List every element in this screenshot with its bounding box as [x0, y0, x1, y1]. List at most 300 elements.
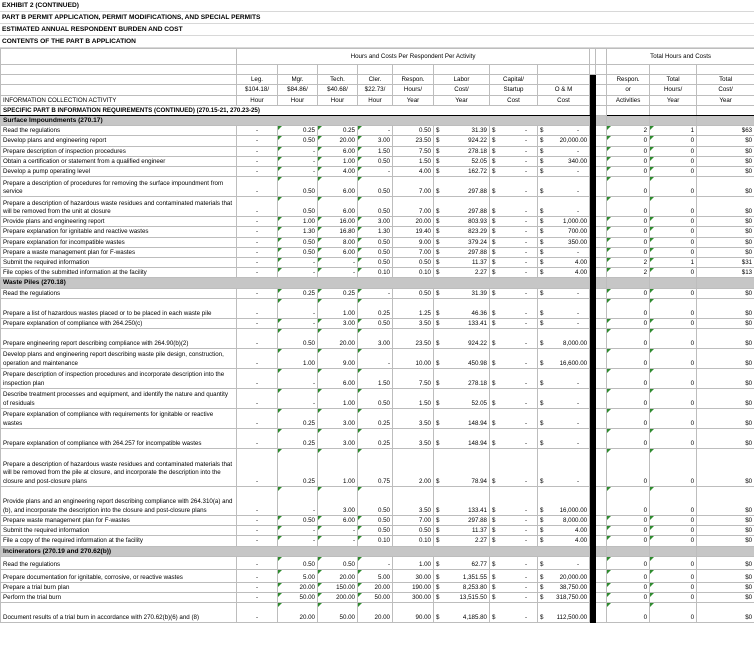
clerical-hours: 0.50 [358, 258, 393, 268]
respondents: 0 [607, 318, 650, 328]
labor-cost: $ 162.72 [434, 167, 490, 177]
manager-hours: 0.25 [278, 429, 318, 449]
labor-cost: $ 133.41 [434, 318, 490, 328]
table-row [1, 268, 754, 278]
legal-hours: - [237, 409, 278, 429]
om-cost: $ - [538, 318, 590, 328]
respondents: 2 [607, 268, 650, 278]
section-title: Surface Impoundments (270.17) [1, 116, 590, 126]
legal-hours: - [237, 136, 278, 146]
total-hours: 0 [650, 487, 697, 516]
clerical-hours: 0.50 [358, 177, 393, 197]
blank-cell [607, 65, 650, 75]
total-cost: $0 [697, 593, 754, 603]
contents-title: CONTENTS OF THE PART B APPLICATION [0, 36, 754, 48]
respondents: 0 [607, 136, 650, 146]
manager-hours: 0.25 [278, 409, 318, 429]
technical-hours: 6.00 [318, 247, 358, 257]
respondents: 0 [607, 369, 650, 389]
total-hours: 0 [650, 409, 697, 429]
labor-cost: $ 379.24 [434, 237, 490, 247]
table-row [1, 237, 754, 247]
legal-hours: - [237, 298, 278, 318]
spacer-cell [596, 227, 607, 237]
clerical-hours: 0.50 [358, 487, 393, 516]
clerical-hours: 1.50 [358, 369, 393, 389]
capital-cost: $ - [490, 146, 538, 156]
section-header-row [1, 546, 754, 556]
table-row [1, 146, 754, 156]
column-header: Year [434, 95, 490, 105]
manager-hours: 0.50 [278, 556, 318, 569]
total-cost: $0 [697, 318, 754, 328]
manager-hours: - [278, 146, 318, 156]
total-cost: $0 [697, 556, 754, 569]
spacer-cell [596, 603, 607, 623]
respondent-hours: 0.10 [393, 536, 434, 546]
blank-cell [607, 546, 650, 556]
total-hours: 0 [650, 369, 697, 389]
blank-cell [650, 116, 697, 126]
technical-hours: 6.00 [318, 177, 358, 197]
total-cost: $0 [697, 288, 754, 298]
blank-cell [697, 105, 754, 115]
respondents: 0 [607, 449, 650, 487]
spacer-cell [596, 95, 607, 105]
section-header-row [1, 278, 754, 288]
total-hours: 0 [650, 582, 697, 592]
capital-cost: $ - [490, 177, 538, 197]
clerical-hours: 3.00 [358, 329, 393, 349]
clerical-hours: 1.50 [358, 146, 393, 156]
total-cost: $0 [697, 167, 754, 177]
respondents: 0 [607, 593, 650, 603]
respondent-hours: 0.10 [393, 268, 434, 278]
clerical-hours: 0.50 [358, 318, 393, 328]
total-hours: 0 [650, 516, 697, 526]
total-hours: 0 [650, 268, 697, 278]
legal-hours: - [237, 318, 278, 328]
labor-cost: $ 148.94 [434, 429, 490, 449]
activity-description: Prepare waste management plan for F-wastes [1, 516, 237, 526]
column-header: Capital/ [490, 75, 538, 85]
column-header: Cost [538, 95, 590, 105]
legal-hours: - [237, 429, 278, 449]
capital-cost: $ - [490, 582, 538, 592]
capital-cost: $ - [490, 227, 538, 237]
respondent-hours: 30.00 [393, 569, 434, 582]
labor-cost: $ 52.05 [434, 156, 490, 166]
om-cost: $ 4.00 [538, 526, 590, 536]
om-cost: $ 350.00 [538, 237, 590, 247]
total-hours: 0 [650, 526, 697, 536]
respondents: 0 [607, 603, 650, 623]
total-hours: 0 [650, 177, 697, 197]
respondent-hours: 7.00 [393, 247, 434, 257]
table-row [1, 227, 754, 237]
technical-hours: 16.00 [318, 217, 358, 227]
capital-cost: $ - [490, 536, 538, 546]
spacer-cell [596, 177, 607, 197]
activity-description: Prepare explanation of compliance with 264.257 for incompatible wastes [1, 429, 237, 449]
total-cost: $31 [697, 258, 754, 268]
table-row [1, 197, 754, 217]
total-cost: $0 [697, 217, 754, 227]
total-hours: 0 [650, 197, 697, 217]
capital-cost: $ - [490, 156, 538, 166]
legal-hours: - [237, 516, 278, 526]
respondent-hours: 7.00 [393, 516, 434, 526]
column-header: Activities [607, 95, 650, 105]
technical-hours: 1.00 [318, 389, 358, 409]
total-hours: 1 [650, 126, 697, 136]
respondent-hours: 1.50 [393, 389, 434, 409]
activity-description: Provide plans and an engineering report describing compliance with 264.310(a) and (b), and incorporate the description into the closure and post-closure plans [1, 487, 237, 516]
activity-description: File copies of the submitted information at the facility [1, 268, 237, 278]
technical-hours: 6.00 [318, 369, 358, 389]
respondents: 0 [607, 227, 650, 237]
technical-hours: 9.00 [318, 349, 358, 369]
burden-table [0, 48, 754, 623]
column-header: or [607, 85, 650, 95]
technical-hours: 20.00 [318, 329, 358, 349]
activity-description: Prepare description of inspection procedures [1, 146, 237, 156]
respondents: 2 [607, 126, 650, 136]
capital-cost: $ - [490, 429, 538, 449]
respondent-hours: 90.00 [393, 603, 434, 623]
table-row [1, 167, 754, 177]
capital-cost: $ - [490, 217, 538, 227]
activity-description: Describe treatment processes and equipment, and identify the nature and quantity of residuals [1, 389, 237, 409]
respondent-hours: 7.00 [393, 197, 434, 217]
legal-hours: - [237, 167, 278, 177]
total-hours: 0 [650, 217, 697, 227]
spacer-cell [596, 136, 607, 146]
om-cost: $ - [538, 369, 590, 389]
column-header: Total [697, 75, 754, 85]
table-row [1, 556, 754, 569]
technical-hours: 50.00 [318, 603, 358, 623]
manager-hours: - [278, 318, 318, 328]
table-row [1, 449, 754, 487]
clerical-hours: 20.00 [358, 603, 393, 623]
labor-cost: $ 924.22 [434, 329, 490, 349]
exhibit-subtitle: PART B PERMIT APPLICATION, PERMIT MODIFICATIONS, AND SPECIAL PERMITS [0, 12, 754, 24]
activity-description: Develop plans and engineering report [1, 136, 237, 146]
labor-cost: $ 31.39 [434, 288, 490, 298]
blank-cell [697, 65, 754, 75]
blank-cell [607, 105, 650, 115]
spacer-cell [596, 85, 607, 95]
labor-cost: $ 4,185.80 [434, 603, 490, 623]
legal-hours: - [237, 369, 278, 389]
om-cost: $ 318,750.00 [538, 593, 590, 603]
respondents: 0 [607, 409, 650, 429]
labor-cost: $ 148.94 [434, 409, 490, 429]
blank-cell [490, 65, 538, 75]
manager-hours: 1.00 [278, 217, 318, 227]
legal-hours: - [237, 526, 278, 536]
blank-cell [538, 65, 590, 75]
total-hours: 1 [650, 258, 697, 268]
respondent-hours: 2.00 [393, 449, 434, 487]
total-cost: $0 [697, 526, 754, 536]
section-title: Waste Piles (270.18) [1, 278, 590, 288]
table-row [1, 389, 754, 409]
respondent-hours: 7.50 [393, 146, 434, 156]
respondents: 0 [607, 197, 650, 217]
column-header: $22.73/ [358, 85, 393, 95]
legal-hours: - [237, 177, 278, 197]
column-header: Hour [278, 95, 318, 105]
total-cost: $63 [697, 126, 754, 136]
respondents: 0 [607, 516, 650, 526]
activity-description: Submit the required information [1, 258, 237, 268]
activity-description: Submit the required information [1, 526, 237, 536]
clerical-hours: 0.50 [358, 156, 393, 166]
legal-hours: - [237, 389, 278, 409]
legal-hours: - [237, 288, 278, 298]
total-header: Total Hours and Costs [607, 49, 754, 65]
blank-cell [607, 116, 650, 126]
labor-cost: $ 924.22 [434, 136, 490, 146]
blank-cell [1, 49, 237, 65]
om-cost: $ 112,500.00 [538, 603, 590, 623]
respondent-hours: 3.50 [393, 409, 434, 429]
clerical-hours: 0.25 [358, 298, 393, 318]
technical-hours: 3.00 [318, 487, 358, 516]
total-cost: $0 [697, 487, 754, 516]
activity-description: Develop plans and engineering report describing waste pile design, construction, operation and maintenance [1, 349, 237, 369]
labor-cost: $ 297.88 [434, 177, 490, 197]
spacer-cell [596, 237, 607, 247]
manager-hours: 0.50 [278, 177, 318, 197]
technical-hours: 0.25 [318, 288, 358, 298]
respondent-hours: 20.00 [393, 217, 434, 227]
respondent-hours: 3.50 [393, 487, 434, 516]
activity-description: Prepare explanation of compliance with requirements for ignitable or reactive wastes [1, 409, 237, 429]
table-row [1, 349, 754, 369]
spacer-cell [596, 247, 607, 257]
capital-cost: $ - [490, 516, 538, 526]
spacer-cell [596, 217, 607, 227]
activity-description: Prepare description of inspection procedures and incorporate description into the inspection plan [1, 369, 237, 389]
column-header-row [1, 95, 754, 105]
total-cost: $13 [697, 268, 754, 278]
capital-cost: $ - [490, 126, 538, 136]
total-hours: 0 [650, 318, 697, 328]
per-respondent-header: Hours and Costs Per Respondent Per Activity [237, 49, 590, 65]
spacer-cell [596, 116, 607, 126]
manager-hours: - [278, 268, 318, 278]
spacer-cell [596, 105, 607, 115]
om-cost: $ 8,000.00 [538, 329, 590, 349]
total-hours: 0 [650, 146, 697, 156]
respondent-hours: 1.50 [393, 156, 434, 166]
respondent-hours: 4.00 [393, 167, 434, 177]
labor-cost: $ 278.18 [434, 369, 490, 389]
respondent-hours: 0.50 [393, 126, 434, 136]
total-hours: 0 [650, 136, 697, 146]
manager-hours: - [278, 369, 318, 389]
labor-cost: $ 297.88 [434, 516, 490, 526]
manager-hours: - [278, 156, 318, 166]
column-header: Respon. [393, 75, 434, 85]
table-row [1, 329, 754, 349]
clerical-hours: 0.50 [358, 237, 393, 247]
respondents: 0 [607, 526, 650, 536]
column-header [538, 75, 590, 85]
spacer-cell [596, 349, 607, 369]
legal-hours: - [237, 329, 278, 349]
manager-hours: 5.00 [278, 569, 318, 582]
om-cost: $ - [538, 298, 590, 318]
legal-hours: - [237, 593, 278, 603]
column-header: Mgr. [278, 75, 318, 85]
column-header: Labor [434, 75, 490, 85]
respondent-hours: 3.50 [393, 318, 434, 328]
section-title: Incinerators (270.19 and 270.62(b)) [1, 546, 590, 556]
om-cost: $ - [538, 197, 590, 217]
clerical-hours: - [358, 167, 393, 177]
table-row [1, 318, 754, 328]
om-cost: $ 8,000.00 [538, 516, 590, 526]
labor-cost: $ 46.36 [434, 298, 490, 318]
respondent-hours: 190.00 [393, 582, 434, 592]
column-header: Hour [237, 95, 278, 105]
activity-description: Document results of a trial burn in accordance with 270.62(b)(6) and (8) [1, 603, 237, 623]
capital-cost: $ - [490, 526, 538, 536]
activity-description: Read the regulations [1, 556, 237, 569]
om-cost: $ 16,000.00 [538, 487, 590, 516]
legal-hours: - [237, 536, 278, 546]
respondents: 0 [607, 569, 650, 582]
spacer-cell [596, 288, 607, 298]
spacer-cell [596, 546, 607, 556]
activity-description: Prepare a waste management plan for F-wastes [1, 247, 237, 257]
om-cost: $ - [538, 126, 590, 136]
column-header: Year [650, 95, 697, 105]
respondents: 0 [607, 167, 650, 177]
labor-cost: $ 11.37 [434, 258, 490, 268]
table-row [1, 603, 754, 623]
table-row [1, 369, 754, 389]
total-cost: $0 [697, 409, 754, 429]
table-row [1, 298, 754, 318]
om-cost: $ 20,000.00 [538, 136, 590, 146]
capital-cost: $ - [490, 487, 538, 516]
legal-hours: - [237, 197, 278, 217]
spacer-cell [596, 329, 607, 349]
technical-hours: 6.00 [318, 146, 358, 156]
legal-hours: - [237, 556, 278, 569]
activity-description: Develop a pump operating level [1, 167, 237, 177]
manager-hours: 0.25 [278, 288, 318, 298]
legal-hours: - [237, 258, 278, 268]
capital-cost: $ - [490, 298, 538, 318]
respondent-hours: 23.50 [393, 329, 434, 349]
blank-cell [318, 65, 358, 75]
total-cost: $0 [697, 536, 754, 546]
respondents: 0 [607, 156, 650, 166]
legal-hours: - [237, 156, 278, 166]
respondent-hours: 23.50 [393, 136, 434, 146]
spacer-cell [596, 429, 607, 449]
labor-cost: $ 52.05 [434, 389, 490, 409]
total-hours: 0 [650, 329, 697, 349]
manager-hours: 0.25 [278, 449, 318, 487]
blank-cell [697, 546, 754, 556]
labor-cost: $ 133.41 [434, 487, 490, 516]
om-cost: $ - [538, 167, 590, 177]
total-hours: 0 [650, 167, 697, 177]
column-header: $40.68/ [318, 85, 358, 95]
manager-hours: 0.50 [278, 136, 318, 146]
table-row [1, 593, 754, 603]
total-hours: 0 [650, 603, 697, 623]
respondent-hours: 19.40 [393, 227, 434, 237]
activity-description: Prepare explanation for incompatible wastes [1, 237, 237, 247]
burden-title: ESTIMATED ANNUAL RESPONDENT BURDEN AND COST [0, 24, 754, 36]
respondents: 2 [607, 258, 650, 268]
column-header: $84.86/ [278, 85, 318, 95]
table-row [1, 258, 754, 268]
table-row [1, 582, 754, 592]
total-cost: $0 [697, 237, 754, 247]
manager-hours: - [278, 536, 318, 546]
blank-cell [697, 116, 754, 126]
legal-hours: - [237, 268, 278, 278]
technical-hours: 8.00 [318, 237, 358, 247]
clerical-hours: 5.00 [358, 569, 393, 582]
column-header: Cler. [358, 75, 393, 85]
total-cost: $0 [697, 298, 754, 318]
total-cost: $0 [697, 177, 754, 197]
table-row [1, 409, 754, 429]
capital-cost: $ - [490, 349, 538, 369]
activity-description: Obtain a certification or statement from a qualified engineer [1, 156, 237, 166]
respondent-hours: 300.00 [393, 593, 434, 603]
blank-cell [434, 65, 490, 75]
group-header-row [1, 49, 754, 65]
capital-cost: $ - [490, 136, 538, 146]
respondents: 0 [607, 288, 650, 298]
labor-cost: $ 2.27 [434, 268, 490, 278]
respondents: 0 [607, 349, 650, 369]
blank-cell [697, 278, 754, 288]
respondent-hours: 7.50 [393, 369, 434, 389]
labor-cost: $ 450.98 [434, 349, 490, 369]
spacer-cell [596, 278, 607, 288]
spacer-cell [596, 556, 607, 569]
spacer-cell [596, 146, 607, 156]
technical-hours: 6.00 [318, 197, 358, 217]
total-cost: $0 [697, 603, 754, 623]
spacer-cell [596, 318, 607, 328]
spacer-cell [596, 258, 607, 268]
clerical-hours: - [358, 288, 393, 298]
total-hours: 0 [650, 593, 697, 603]
respondent-hours: 0.50 [393, 258, 434, 268]
labor-cost: $ 11.37 [434, 526, 490, 536]
capital-cost: $ - [490, 449, 538, 487]
respondent-hours: 7.00 [393, 177, 434, 197]
technical-hours: 200.00 [318, 593, 358, 603]
clerical-hours: 50.00 [358, 593, 393, 603]
activity-description: Prepare a description of hazardous waste residues and contaminated materials that will be removed from the pile at closure, and incorporate the description into the closure and post-closure plans [1, 449, 237, 487]
spacer-cell [596, 582, 607, 592]
technical-hours: 3.00 [318, 409, 358, 429]
